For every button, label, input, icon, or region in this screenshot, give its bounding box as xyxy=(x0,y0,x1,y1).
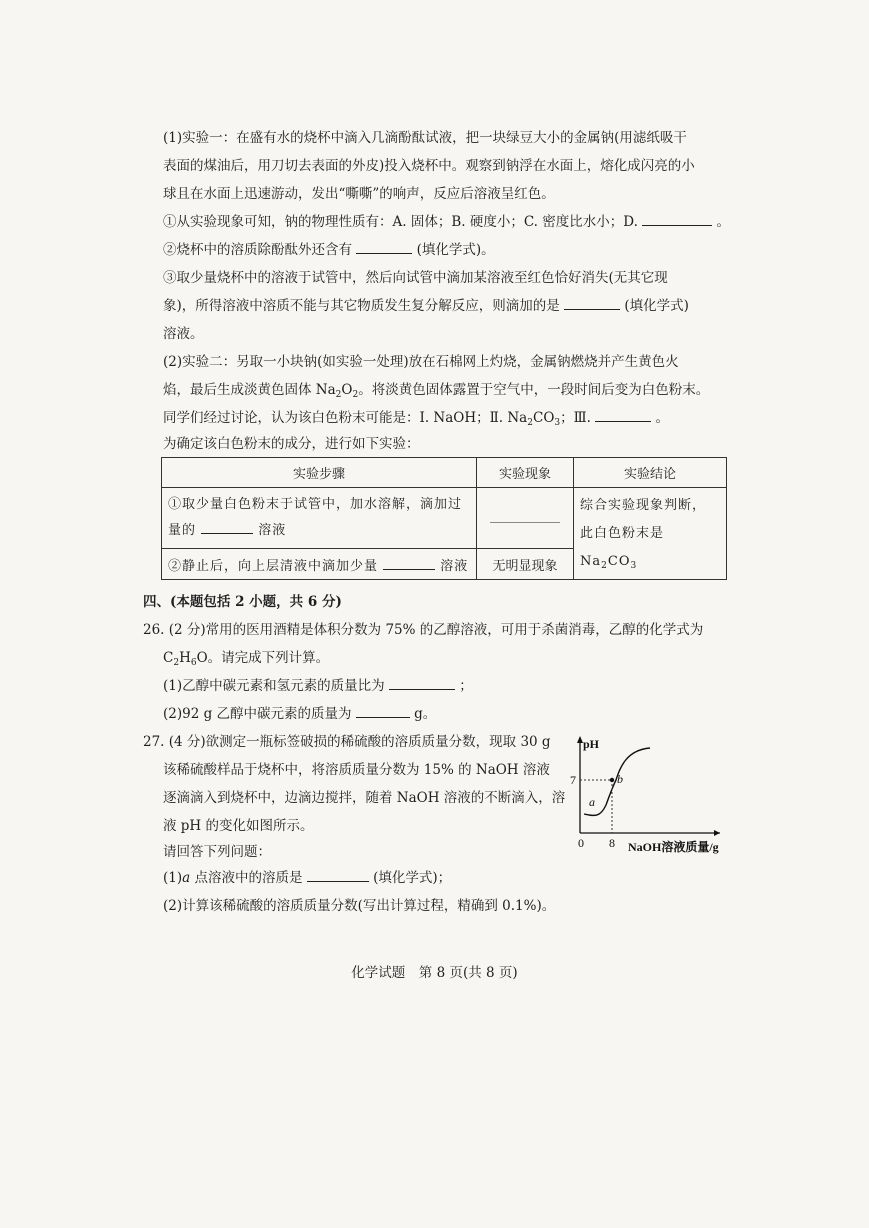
question-text: 。 xyxy=(716,214,730,230)
subscript: 2 xyxy=(527,418,533,428)
point-b-label: b xyxy=(617,772,623,786)
subscript: 2 xyxy=(352,390,359,400)
exp1-question-3-line-3: 溶液。 xyxy=(163,326,204,342)
subscript: 6 xyxy=(190,658,197,668)
point-b-marker xyxy=(610,778,614,782)
q27-line-5: 请回答下列问题： xyxy=(163,844,271,860)
exp2-line-4: 为确定该白色粉末的成分，进行如下实验： xyxy=(163,436,420,452)
text: H xyxy=(179,650,191,666)
text: 同学们经过讨论，认为该白色粉末可能是：Ⅰ. NaOH；Ⅱ. Na xyxy=(163,410,528,426)
text: 焰，最后生成淡黄色固体 Na xyxy=(163,382,336,398)
text: ； xyxy=(459,678,473,694)
answer-blank[interactable] xyxy=(642,212,712,226)
step-text: ②静止后，向上层清液中滴加少量 xyxy=(168,558,379,574)
step-text: 量的 xyxy=(168,523,197,538)
exp1-question-3-line-1: ③取少量烧杯中的溶液于试管中，然后向试管中滴加某溶液至红色恰好消失(无其它现 xyxy=(163,270,668,286)
answer-blank[interactable] xyxy=(383,556,435,570)
text: 点溶液中的溶质是 xyxy=(190,870,303,886)
x-axis-label: NaOH溶液质量/g xyxy=(628,840,719,854)
text: g。 xyxy=(414,706,437,722)
step-text: ①取少量白色粉末于试管中，加水溶解，滴加过 xyxy=(168,497,463,512)
q26-part-1 xyxy=(163,676,473,696)
answer-blank[interactable] xyxy=(356,240,412,254)
text: (2)92 g 乙醇中碳元素的质量为 xyxy=(163,706,352,722)
text: (1) xyxy=(163,870,183,886)
q27-line-3: 逐滴滴入到烧杯中，边滴边搅拌，随着 NaOH 溶液的不断滴入，溶 xyxy=(163,790,566,806)
conclusion-text: 综合实验现象判断， xyxy=(580,497,707,513)
q27-line-2: 该稀硫酸样品于烧杯中，将溶质质量分数为 15% 的 NaOH 溶液 xyxy=(163,762,550,778)
q27-part-1 xyxy=(163,868,451,888)
q26-part-2 xyxy=(163,704,436,724)
text: O。请完成下列计算。 xyxy=(196,650,330,666)
answer-blank[interactable] xyxy=(307,868,369,882)
answer-blank[interactable] xyxy=(356,704,410,718)
exp2-line-2 xyxy=(163,380,709,400)
subscript: 2 xyxy=(335,390,342,400)
exp2-line-3 xyxy=(163,408,669,428)
x-tick-8: 8 xyxy=(609,836,615,850)
exp2-line-1: (2)实验二：另取一小块钠(如实验一处理)放在石棉网上灼烧，金属钠燃烧并产生黄色火 xyxy=(163,354,679,370)
question-text: (填化学式) xyxy=(624,298,689,314)
question-text: ②烧杯中的溶质除酚酞外还含有 xyxy=(163,242,352,258)
step-text: 溶液 xyxy=(258,523,287,538)
q27-line-1: 27. (4 分)欲测定一瓶标签破损的稀硫酸的溶质质量分数，现取 30 g xyxy=(143,734,551,750)
x-axis-arrow xyxy=(714,830,720,836)
text: ；Ⅲ. xyxy=(560,410,591,426)
text: C xyxy=(163,650,174,666)
text: 。将淡黄色固体露置于空气中，一段时间后变为白色粉末。 xyxy=(358,382,710,398)
question-text: 象)，所得溶液中溶质不能与其它物质发生复分解反应，则滴加的是 xyxy=(163,298,560,314)
page-footer: 化学试题 第 8 页(共 8 页) xyxy=(351,965,518,981)
subscript: 3 xyxy=(554,418,561,428)
table-header-conclusion: 实验结论 xyxy=(574,458,727,488)
conclusion-text: 此白色粉末是 Na xyxy=(580,525,665,569)
exp1-question-1 xyxy=(163,212,730,232)
conclusion-text: CO xyxy=(607,553,631,569)
step-text: 溶液 xyxy=(440,558,469,574)
subscript: 3 xyxy=(630,560,638,571)
text: O xyxy=(341,382,353,398)
table-conclusion xyxy=(574,488,727,580)
table-row-2-step xyxy=(162,549,477,580)
exp1-line-1: (1)实验一：在盛有水的烧杯中滴入几滴酚酞试液，把一块绿豆大小的金属钠(用滤纸吸干 xyxy=(163,130,687,146)
section-4-title: 四、(本题包括 2 小题，共 6 分) xyxy=(143,594,342,610)
answer-blank[interactable] xyxy=(564,296,620,310)
ph-curve-graph xyxy=(570,728,730,858)
origin-label: 0 xyxy=(578,836,584,850)
y-axis-label: pH xyxy=(583,737,600,751)
q26-line-2 xyxy=(163,648,329,668)
text: (1)乙醇中碳元素和氢元素的质量比为 xyxy=(163,678,385,694)
point-a-label: a xyxy=(589,795,595,809)
exp1-question-3-line-2 xyxy=(163,296,689,316)
q26-line-1: 26. (2 分)常用的医用酒精是体积分数为 75% 的乙醇溶液，可用于杀菌消毒，乙醇的化学式为 xyxy=(143,622,704,638)
text: (填化学式)； xyxy=(373,870,452,886)
subscript: 2 xyxy=(601,560,608,571)
table-row-1-phenomenon xyxy=(477,488,574,549)
exp1-line-3: 球且在水面上迅速游动，发出“嘶嘶”的响声，反应后溶液呈红色。 xyxy=(163,186,555,202)
q27-line-4: 液 pH 的变化如图所示。 xyxy=(163,818,314,834)
exp1-question-2 xyxy=(163,240,495,260)
answer-blank[interactable] xyxy=(595,408,651,422)
table-row-1-step xyxy=(162,488,477,549)
answer-blank[interactable] xyxy=(201,520,253,534)
question-text: (填化学式)。 xyxy=(416,242,495,258)
exp1-line-2: 表面的煤油后，用刀切去表面的外皮)投入烧杯中。观察到钠浮在水面上，熔化成闪亮的小 xyxy=(163,158,695,174)
table-header-phenomena: 实验现象 xyxy=(477,458,574,488)
table-header-steps: 实验步骤 xyxy=(162,458,477,488)
text: CO xyxy=(532,410,555,426)
subscript: 2 xyxy=(173,658,180,668)
question-text: ①从实验现象可知，钠的物理性质有：A. 固体；B. 硬度小；C. 密度比水小；D. xyxy=(163,214,638,230)
point-label: a xyxy=(182,870,191,886)
experiment-table xyxy=(161,457,727,580)
q27-part-2: (2)计算该稀硫酸的溶质质量分数(写出计算过程，精确到 0.1%)。 xyxy=(163,898,556,914)
table-row-2-phenomenon: 无明显现象 xyxy=(477,549,574,580)
text: 。 xyxy=(655,410,670,426)
answer-blank[interactable] xyxy=(389,676,455,690)
answer-blank[interactable] xyxy=(490,509,560,523)
y-tick-7: 7 xyxy=(570,773,576,787)
